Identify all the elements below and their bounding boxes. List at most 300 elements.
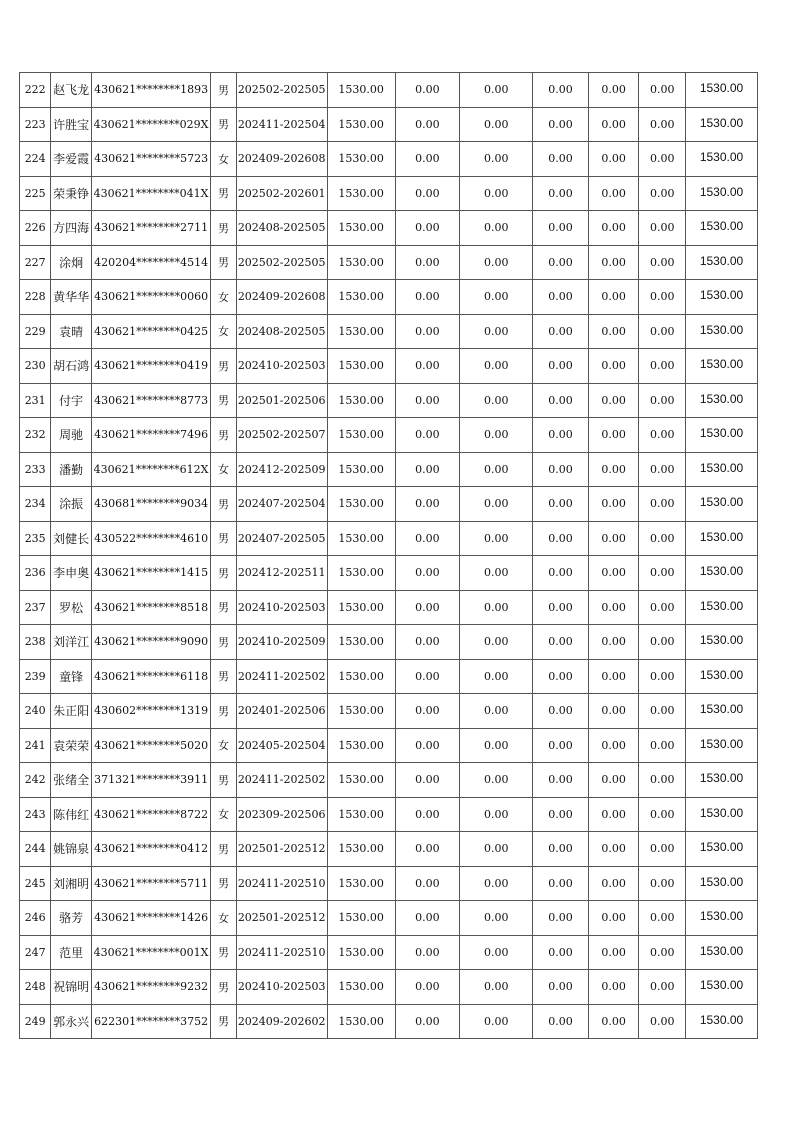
table-row xyxy=(20,107,758,142)
id-number-cell: 430621********2711 xyxy=(91,211,210,246)
name-cell: 赵飞龙 xyxy=(51,73,91,108)
gender-cell: 男 xyxy=(211,521,236,556)
name-cell: 童锋 xyxy=(51,659,91,694)
amount-cell: 0.00 xyxy=(639,866,686,901)
row-number-cell: 241 xyxy=(20,728,51,763)
row-number-cell: 230 xyxy=(20,349,51,384)
row-number-cell: 249 xyxy=(20,1004,51,1039)
amount-cell: 0.00 xyxy=(395,763,460,798)
id-number-cell: 430621********8773 xyxy=(91,383,210,418)
amount-cell: 0.00 xyxy=(588,1004,639,1039)
amount-cell: 0.00 xyxy=(639,763,686,798)
id-number-cell: 430621********1415 xyxy=(91,556,210,591)
total-cell: 1530.00 xyxy=(686,383,758,418)
id-number-cell: 430681********9034 xyxy=(91,487,210,522)
amount-cell: 0.00 xyxy=(639,935,686,970)
amount-cell: 0.00 xyxy=(588,280,639,315)
name-cell: 付宇 xyxy=(51,383,91,418)
amount-cell: 0.00 xyxy=(460,935,533,970)
table-row xyxy=(20,901,758,936)
row-number-cell: 234 xyxy=(20,487,51,522)
amount-cell: 0.00 xyxy=(588,832,639,867)
amount-cell: 0.00 xyxy=(395,866,460,901)
amount-cell: 0.00 xyxy=(639,832,686,867)
amount-cell: 1530.00 xyxy=(327,142,395,177)
amount-cell: 0.00 xyxy=(395,970,460,1005)
amount-cell: 0.00 xyxy=(533,970,589,1005)
amount-cell: 0.00 xyxy=(639,418,686,453)
amount-cell: 0.00 xyxy=(639,73,686,108)
table-row xyxy=(20,383,758,418)
id-number-cell: 430621********7496 xyxy=(91,418,210,453)
table-row xyxy=(20,866,758,901)
amount-cell: 0.00 xyxy=(460,176,533,211)
amount-cell: 0.00 xyxy=(460,452,533,487)
amount-cell: 0.00 xyxy=(460,418,533,453)
period-cell: 202408-202505 xyxy=(236,314,327,349)
gender-cell: 男 xyxy=(211,245,236,280)
table-row xyxy=(20,280,758,315)
gender-cell: 男 xyxy=(211,556,236,591)
amount-cell: 0.00 xyxy=(639,1004,686,1039)
amount-cell: 0.00 xyxy=(533,211,589,246)
amount-cell: 1530.00 xyxy=(327,521,395,556)
amount-cell: 1530.00 xyxy=(327,970,395,1005)
period-cell: 202412-202509 xyxy=(236,452,327,487)
amount-cell: 0.00 xyxy=(533,487,589,522)
row-number-cell: 247 xyxy=(20,935,51,970)
row-number-cell: 224 xyxy=(20,142,51,177)
row-number-cell: 244 xyxy=(20,832,51,867)
amount-cell: 0.00 xyxy=(533,659,589,694)
amount-cell: 0.00 xyxy=(639,487,686,522)
table-row xyxy=(20,797,758,832)
total-cell: 1530.00 xyxy=(686,176,758,211)
gender-cell: 男 xyxy=(211,832,236,867)
amount-cell: 0.00 xyxy=(395,694,460,729)
amount-cell: 0.00 xyxy=(588,556,639,591)
gender-cell: 女 xyxy=(211,797,236,832)
amount-cell: 0.00 xyxy=(588,797,639,832)
amount-cell: 1530.00 xyxy=(327,763,395,798)
total-cell: 1530.00 xyxy=(686,901,758,936)
period-cell: 202411-202502 xyxy=(236,763,327,798)
amount-cell: 1530.00 xyxy=(327,245,395,280)
period-cell: 202401-202506 xyxy=(236,694,327,729)
amount-cell: 0.00 xyxy=(460,107,533,142)
amount-cell: 0.00 xyxy=(533,245,589,280)
amount-cell: 0.00 xyxy=(533,383,589,418)
table-row xyxy=(20,142,758,177)
amount-cell: 0.00 xyxy=(395,349,460,384)
amount-cell: 0.00 xyxy=(639,314,686,349)
gender-cell: 男 xyxy=(211,176,236,211)
gender-cell: 女 xyxy=(211,142,236,177)
amount-cell: 0.00 xyxy=(460,142,533,177)
amount-cell: 0.00 xyxy=(639,452,686,487)
name-cell: 朱正阳 xyxy=(51,694,91,729)
row-number-cell: 246 xyxy=(20,901,51,936)
gender-cell: 男 xyxy=(211,590,236,625)
name-cell: 胡石鸿 xyxy=(51,349,91,384)
amount-cell: 0.00 xyxy=(588,728,639,763)
amount-cell: 1530.00 xyxy=(327,452,395,487)
amount-cell: 0.00 xyxy=(395,797,460,832)
amount-cell: 0.00 xyxy=(460,728,533,763)
amount-cell: 0.00 xyxy=(533,107,589,142)
name-cell: 李申奥 xyxy=(51,556,91,591)
amount-cell: 0.00 xyxy=(533,418,589,453)
amount-cell: 0.00 xyxy=(588,625,639,660)
table-row xyxy=(20,556,758,591)
amount-cell: 0.00 xyxy=(588,314,639,349)
total-cell: 1530.00 xyxy=(686,314,758,349)
amount-cell: 0.00 xyxy=(588,694,639,729)
gender-cell: 男 xyxy=(211,1004,236,1039)
amount-cell: 0.00 xyxy=(588,970,639,1005)
gender-cell: 男 xyxy=(211,694,236,729)
amount-cell: 0.00 xyxy=(588,107,639,142)
amount-cell: 0.00 xyxy=(533,625,589,660)
amount-cell: 1530.00 xyxy=(327,1004,395,1039)
id-number-cell: 430602********1319 xyxy=(91,694,210,729)
amount-cell: 0.00 xyxy=(460,832,533,867)
total-cell: 1530.00 xyxy=(686,487,758,522)
row-number-cell: 222 xyxy=(20,73,51,108)
gender-cell: 男 xyxy=(211,383,236,418)
amount-cell: 1530.00 xyxy=(327,176,395,211)
amount-cell: 0.00 xyxy=(460,1004,533,1039)
period-cell: 202411-202502 xyxy=(236,659,327,694)
amount-cell: 0.00 xyxy=(533,142,589,177)
gender-cell: 男 xyxy=(211,659,236,694)
amount-cell: 0.00 xyxy=(395,245,460,280)
total-cell: 1530.00 xyxy=(686,590,758,625)
amount-cell: 0.00 xyxy=(639,970,686,1005)
table-row xyxy=(20,659,758,694)
amount-cell: 0.00 xyxy=(639,349,686,384)
period-cell: 202409-202602 xyxy=(236,1004,327,1039)
period-cell: 202502-202505 xyxy=(236,245,327,280)
amount-cell: 1530.00 xyxy=(327,728,395,763)
amount-cell: 0.00 xyxy=(639,142,686,177)
amount-cell: 0.00 xyxy=(639,797,686,832)
gender-cell: 女 xyxy=(211,314,236,349)
period-cell: 202502-202505 xyxy=(236,73,327,108)
amount-cell: 0.00 xyxy=(639,521,686,556)
period-cell: 202410-202503 xyxy=(236,590,327,625)
gender-cell: 男 xyxy=(211,107,236,142)
amount-cell: 1530.00 xyxy=(327,107,395,142)
period-cell: 202407-202505 xyxy=(236,521,327,556)
table-row xyxy=(20,176,758,211)
total-cell: 1530.00 xyxy=(686,797,758,832)
amount-cell: 0.00 xyxy=(460,866,533,901)
table-row xyxy=(20,728,758,763)
row-number-cell: 243 xyxy=(20,797,51,832)
row-number-cell: 235 xyxy=(20,521,51,556)
table-row xyxy=(20,418,758,453)
amount-cell: 0.00 xyxy=(533,521,589,556)
amount-cell: 0.00 xyxy=(395,590,460,625)
amount-cell: 0.00 xyxy=(460,73,533,108)
name-cell: 方四海 xyxy=(51,211,91,246)
amount-cell: 0.00 xyxy=(533,349,589,384)
gender-cell: 男 xyxy=(211,73,236,108)
period-cell: 202501-202506 xyxy=(236,383,327,418)
amount-cell: 0.00 xyxy=(588,349,639,384)
period-cell: 202412-202511 xyxy=(236,556,327,591)
row-number-cell: 245 xyxy=(20,866,51,901)
amount-cell: 0.00 xyxy=(639,659,686,694)
amount-cell: 1530.00 xyxy=(327,797,395,832)
amount-cell: 0.00 xyxy=(460,901,533,936)
row-number-cell: 239 xyxy=(20,659,51,694)
amount-cell: 0.00 xyxy=(639,211,686,246)
amount-cell: 0.00 xyxy=(395,901,460,936)
row-number-cell: 226 xyxy=(20,211,51,246)
period-cell: 202408-202505 xyxy=(236,211,327,246)
total-cell: 1530.00 xyxy=(686,142,758,177)
period-cell: 202411-202510 xyxy=(236,935,327,970)
amount-cell: 0.00 xyxy=(460,556,533,591)
period-cell: 202502-202507 xyxy=(236,418,327,453)
total-cell: 1530.00 xyxy=(686,728,758,763)
amount-cell: 1530.00 xyxy=(327,73,395,108)
row-number-cell: 232 xyxy=(20,418,51,453)
row-number-cell: 223 xyxy=(20,107,51,142)
period-cell: 202501-202512 xyxy=(236,901,327,936)
amount-cell: 0.00 xyxy=(460,659,533,694)
table-row xyxy=(20,832,758,867)
amount-cell: 0.00 xyxy=(460,970,533,1005)
period-cell: 202409-202608 xyxy=(236,142,327,177)
amount-cell: 0.00 xyxy=(395,383,460,418)
id-number-cell: 430621********041X xyxy=(91,176,210,211)
name-cell: 涂炯 xyxy=(51,245,91,280)
amount-cell: 0.00 xyxy=(639,728,686,763)
amount-cell: 0.00 xyxy=(588,142,639,177)
id-number-cell: 430621********1893 xyxy=(91,73,210,108)
total-cell: 1530.00 xyxy=(686,625,758,660)
amount-cell: 0.00 xyxy=(588,211,639,246)
name-cell: 许胜宝 xyxy=(51,107,91,142)
table-row xyxy=(20,694,758,729)
total-cell: 1530.00 xyxy=(686,452,758,487)
name-cell: 刘健长 xyxy=(51,521,91,556)
total-cell: 1530.00 xyxy=(686,1004,758,1039)
amount-cell: 0.00 xyxy=(533,935,589,970)
id-number-cell: 430621********5711 xyxy=(91,866,210,901)
row-number-cell: 240 xyxy=(20,694,51,729)
amount-cell: 1530.00 xyxy=(327,349,395,384)
name-cell: 张绪全 xyxy=(51,763,91,798)
table-row xyxy=(20,1004,758,1039)
row-number-cell: 242 xyxy=(20,763,51,798)
table-row xyxy=(20,935,758,970)
amount-cell: 0.00 xyxy=(639,280,686,315)
table-body xyxy=(20,73,758,1039)
amount-cell: 0.00 xyxy=(588,763,639,798)
total-cell: 1530.00 xyxy=(686,245,758,280)
name-cell: 范里 xyxy=(51,935,91,970)
table-row xyxy=(20,521,758,556)
gender-cell: 男 xyxy=(211,625,236,660)
table-row xyxy=(20,625,758,660)
amount-cell: 0.00 xyxy=(460,349,533,384)
amount-cell: 0.00 xyxy=(588,245,639,280)
id-number-cell: 430621********5020 xyxy=(91,728,210,763)
amount-cell: 0.00 xyxy=(533,556,589,591)
id-number-cell: 430621********8518 xyxy=(91,590,210,625)
id-number-cell: 430621********6118 xyxy=(91,659,210,694)
amount-cell: 0.00 xyxy=(533,452,589,487)
row-number-cell: 248 xyxy=(20,970,51,1005)
amount-cell: 0.00 xyxy=(395,832,460,867)
amount-cell: 1530.00 xyxy=(327,314,395,349)
table-row xyxy=(20,763,758,798)
amount-cell: 0.00 xyxy=(588,176,639,211)
id-number-cell: 430621********612X xyxy=(91,452,210,487)
amount-cell: 0.00 xyxy=(395,314,460,349)
amount-cell: 0.00 xyxy=(639,590,686,625)
gender-cell: 女 xyxy=(211,452,236,487)
total-cell: 1530.00 xyxy=(686,418,758,453)
name-cell: 袁晴 xyxy=(51,314,91,349)
id-number-cell: 430621********001X xyxy=(91,935,210,970)
amount-cell: 0.00 xyxy=(395,487,460,522)
name-cell: 刘湘明 xyxy=(51,866,91,901)
name-cell: 骆芳 xyxy=(51,901,91,936)
amount-cell: 0.00 xyxy=(395,556,460,591)
total-cell: 1530.00 xyxy=(686,73,758,108)
period-cell: 202410-202509 xyxy=(236,625,327,660)
amount-cell: 1530.00 xyxy=(327,659,395,694)
id-number-cell: 430621********9090 xyxy=(91,625,210,660)
amount-cell: 0.00 xyxy=(588,487,639,522)
period-cell: 202405-202504 xyxy=(236,728,327,763)
total-cell: 1530.00 xyxy=(686,832,758,867)
amount-cell: 1530.00 xyxy=(327,487,395,522)
table-row xyxy=(20,245,758,280)
table-row xyxy=(20,349,758,384)
name-cell: 罗松 xyxy=(51,590,91,625)
total-cell: 1530.00 xyxy=(686,970,758,1005)
row-number-cell: 229 xyxy=(20,314,51,349)
amount-cell: 0.00 xyxy=(395,211,460,246)
amount-cell: 1530.00 xyxy=(327,832,395,867)
amount-cell: 0.00 xyxy=(533,763,589,798)
amount-cell: 1530.00 xyxy=(327,935,395,970)
amount-cell: 0.00 xyxy=(395,142,460,177)
amount-cell: 0.00 xyxy=(639,625,686,660)
id-number-cell: 430621********029X xyxy=(91,107,210,142)
period-cell: 202502-202601 xyxy=(236,176,327,211)
amount-cell: 1530.00 xyxy=(327,625,395,660)
total-cell: 1530.00 xyxy=(686,866,758,901)
id-number-cell: 430621********0060 xyxy=(91,280,210,315)
amount-cell: 0.00 xyxy=(639,556,686,591)
amount-cell: 0.00 xyxy=(639,694,686,729)
table-row xyxy=(20,487,758,522)
amount-cell: 0.00 xyxy=(395,659,460,694)
row-number-cell: 236 xyxy=(20,556,51,591)
id-number-cell: 430621********5723 xyxy=(91,142,210,177)
id-number-cell: 430621********9232 xyxy=(91,970,210,1005)
amount-cell: 0.00 xyxy=(533,590,589,625)
total-cell: 1530.00 xyxy=(686,556,758,591)
name-cell: 姚锦泉 xyxy=(51,832,91,867)
id-number-cell: 430621********1426 xyxy=(91,901,210,936)
amount-cell: 1530.00 xyxy=(327,280,395,315)
amount-cell: 0.00 xyxy=(395,935,460,970)
amount-cell: 0.00 xyxy=(533,280,589,315)
amount-cell: 0.00 xyxy=(460,211,533,246)
gender-cell: 男 xyxy=(211,763,236,798)
amount-cell: 0.00 xyxy=(460,763,533,798)
gender-cell: 男 xyxy=(211,211,236,246)
amount-cell: 0.00 xyxy=(588,383,639,418)
amount-cell: 0.00 xyxy=(460,797,533,832)
period-cell: 202411-202510 xyxy=(236,866,327,901)
id-number-cell: 420204********4514 xyxy=(91,245,210,280)
name-cell: 潘勤 xyxy=(51,452,91,487)
period-cell: 202410-202503 xyxy=(236,970,327,1005)
total-cell: 1530.00 xyxy=(686,763,758,798)
amount-cell: 0.00 xyxy=(533,1004,589,1039)
amount-cell: 0.00 xyxy=(533,728,589,763)
row-number-cell: 238 xyxy=(20,625,51,660)
gender-cell: 女 xyxy=(211,728,236,763)
gender-cell: 男 xyxy=(211,866,236,901)
amount-cell: 0.00 xyxy=(460,487,533,522)
row-number-cell: 228 xyxy=(20,280,51,315)
name-cell: 祝锦明 xyxy=(51,970,91,1005)
period-cell: 202309-202506 xyxy=(236,797,327,832)
amount-cell: 0.00 xyxy=(588,521,639,556)
gender-cell: 女 xyxy=(211,280,236,315)
table-row xyxy=(20,211,758,246)
amount-cell: 0.00 xyxy=(588,73,639,108)
amount-cell: 0.00 xyxy=(460,280,533,315)
row-number-cell: 237 xyxy=(20,590,51,625)
name-cell: 李爱霞 xyxy=(51,142,91,177)
amount-cell: 0.00 xyxy=(533,866,589,901)
amount-cell: 0.00 xyxy=(395,176,460,211)
amount-cell: 1530.00 xyxy=(327,694,395,729)
gender-cell: 男 xyxy=(211,487,236,522)
amount-cell: 0.00 xyxy=(395,452,460,487)
amount-cell: 0.00 xyxy=(639,176,686,211)
amount-cell: 0.00 xyxy=(395,1004,460,1039)
id-number-cell: 430522********4610 xyxy=(91,521,210,556)
amount-cell: 0.00 xyxy=(588,590,639,625)
amount-cell: 0.00 xyxy=(533,73,589,108)
table-row xyxy=(20,590,758,625)
total-cell: 1530.00 xyxy=(686,521,758,556)
amount-cell: 0.00 xyxy=(533,901,589,936)
amount-cell: 0.00 xyxy=(639,245,686,280)
total-cell: 1530.00 xyxy=(686,349,758,384)
amount-cell: 1530.00 xyxy=(327,211,395,246)
amount-cell: 0.00 xyxy=(395,728,460,763)
gender-cell: 男 xyxy=(211,349,236,384)
amount-cell: 0.00 xyxy=(588,901,639,936)
amount-cell: 0.00 xyxy=(533,176,589,211)
table-row xyxy=(20,970,758,1005)
amount-cell: 0.00 xyxy=(533,694,589,729)
row-number-cell: 227 xyxy=(20,245,51,280)
